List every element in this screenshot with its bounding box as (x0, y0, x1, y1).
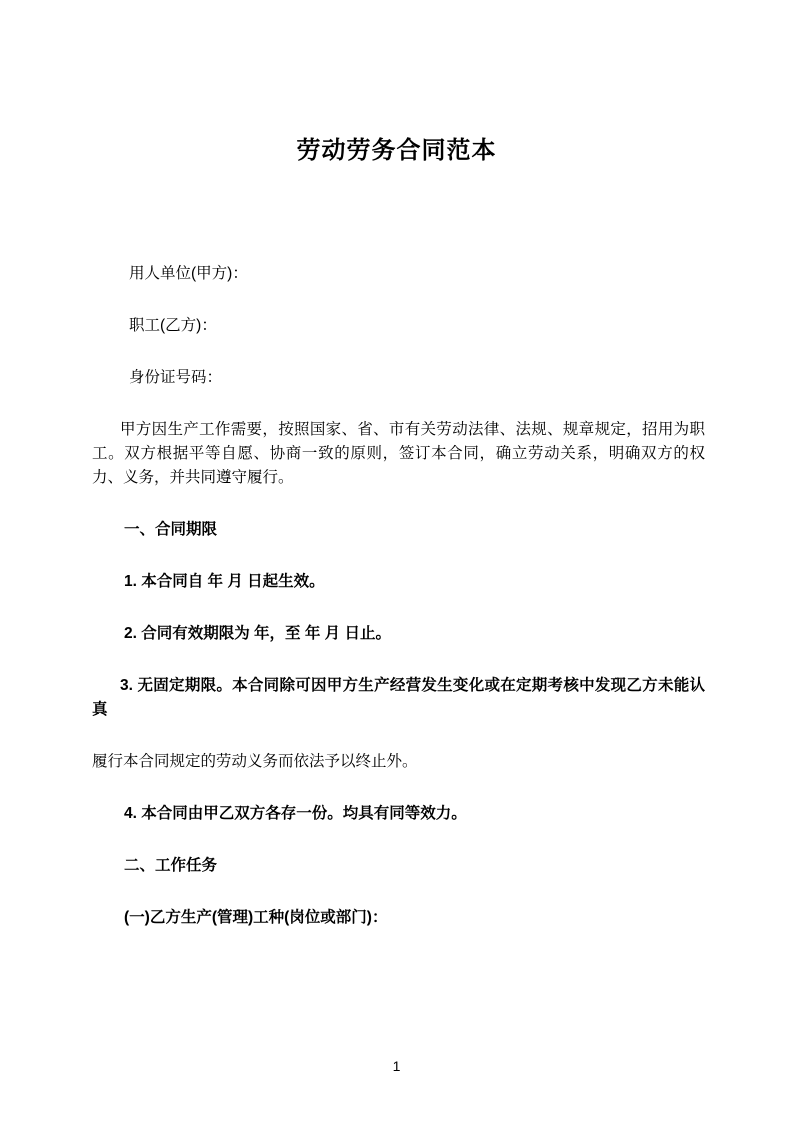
field-employee: 职工(乙方)： (129, 317, 217, 335)
page-number: 1 (392, 1058, 401, 1074)
section-heading-work-tasks: 二、工作任务 (124, 857, 218, 875)
paragraph-preamble: 甲方因生产工作需要，按照国家、省、市有关劳动法律、法规、规章规定，招用为职工。双方根据平等自愿、协商一致的原则，签订本合同，确立劳动关系，明确双方的权力、义务，并共同遵守履行。 (92, 421, 705, 487)
clause-1-3: 3. 无固定期限。本合同除可因甲方生产经营发生变化或在定期考核中发现乙方未能认真 (92, 677, 705, 719)
page-title: 劳动劳务合同范本 (296, 137, 497, 164)
clause-1-3-continuation: 履行本合同规定的劳动义务而依法予以终止外。 (92, 753, 418, 771)
clause-2-1: (一)乙方生产(管理)工种(岗位或部门)： (124, 909, 388, 927)
field-id-number: 身份证号码： (129, 369, 223, 387)
document-body (0, 262, 793, 930)
clause-1-1: 1. 本合同自 年 月 日起生效。 (124, 573, 325, 591)
clause-1-4: 4. 本合同由甲乙双方各存一份。均具有同等效力。 (124, 805, 467, 823)
section-heading-contract-term: 一、合同期限 (124, 521, 218, 539)
field-employer: 用人单位(甲方)： (129, 265, 248, 283)
clause-1-2: 2. 合同有效期限为 年，至 年 月 日止。 (124, 625, 391, 643)
